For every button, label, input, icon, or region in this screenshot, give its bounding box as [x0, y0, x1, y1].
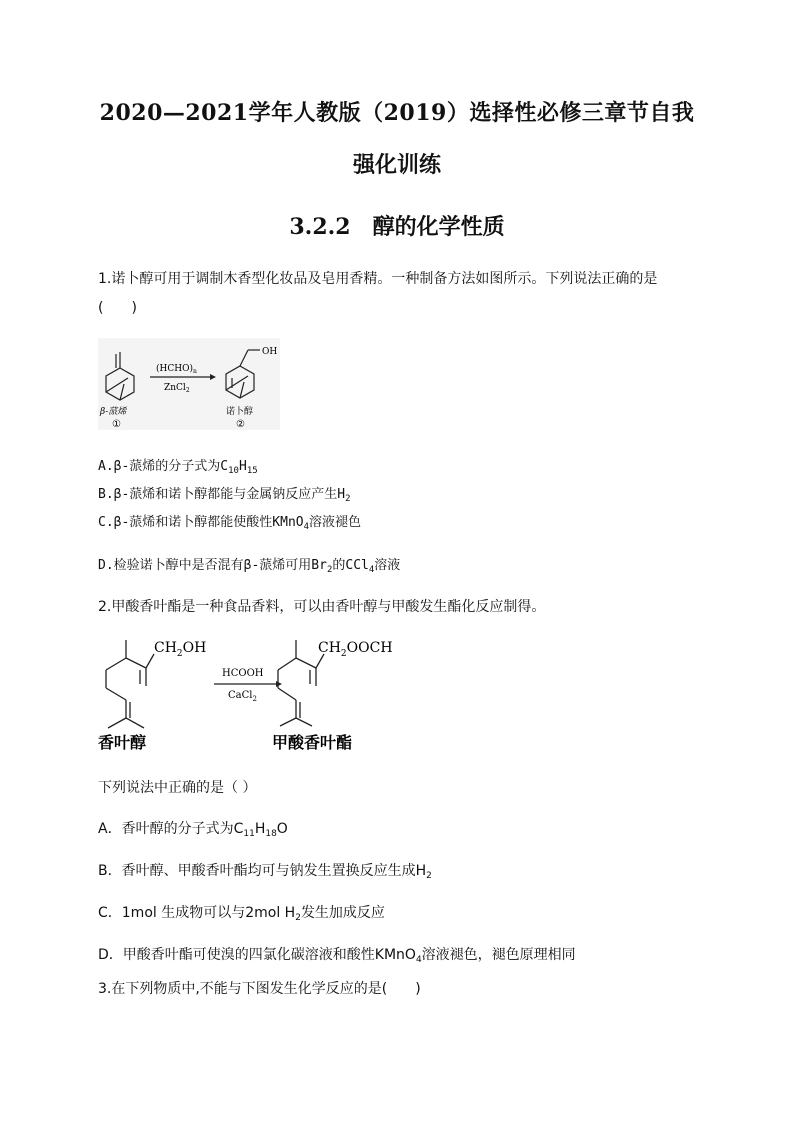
hydroxyl-label: OH	[262, 347, 278, 357]
left-compound-name: β-蒎烯	[100, 407, 127, 417]
question-1-reaction-diagram	[98, 338, 280, 430]
document-title-line2: 强化训练	[352, 152, 441, 178]
document-title-line1: 2020—2021学年人教版（2019）选择性必修三章节自我	[99, 100, 695, 126]
question-2-option-c: C．1mol 生成物可以与2mol $H_2$发生加成反应	[98, 905, 385, 923]
question-1-answer-paren: ( )	[98, 300, 137, 316]
left-compound-name: 香叶醇	[98, 733, 147, 752]
question-2-option-d: D．甲酸香叶酯可使溴的四氯化碳溶液和酸性KMnO$_4$溶液褪色，褪色原理相同	[98, 947, 576, 965]
question-2-option-a: A．香叶醇的分子式为$C_{11}H_{18}O$	[98, 821, 288, 839]
nopol-structure	[226, 350, 260, 398]
question-1-stem: 1.诺卜醇可用于调制木香型化妆品及皂用香精。一种制备方法如图所示。下列说法正确的是	[98, 271, 658, 287]
right-functional-group: $CH_2OOCH$	[318, 640, 393, 659]
reagent-top-text: $(HCHO)_n$	[156, 364, 197, 375]
reagent-top-text: HCOOH	[222, 668, 264, 679]
question-1-option-c: C.β-蒎烯和诺卜醇都能使酸性KMnO$_4$溶液褪色	[98, 515, 362, 532]
question-2-prompt: 下列说法中正确的是（ ）	[98, 780, 257, 796]
question-1-option-b: B.β-蒎烯和诺卜醇都能与金属钠反应产生$H_2$	[98, 487, 351, 504]
left-compound-number: ①	[112, 419, 121, 430]
question-3-stem: 3.在下列物质中,不能与下图发生化学反应的是( )	[98, 981, 421, 997]
beta-pinene-structure	[106, 352, 134, 400]
right-compound-number: ②	[236, 419, 245, 430]
question-1-option-d: D.检验诺卜醇中是否混有β-蒎烯可用$Br_2$的CCl$_4$溶液	[98, 558, 401, 575]
reagent-bottom-text: CaCl$_2$	[228, 690, 257, 703]
question-2-reaction-diagram	[96, 632, 406, 754]
question-2-stem: 2.甲酸香叶酯是一种食品香料，可以由香叶醇与甲酸发生酯化反应制得。	[98, 599, 546, 615]
question-1-option-a: A.β-蒎烯的分子式为$C_{10}H_{15}$	[98, 459, 258, 476]
right-compound-name: 诺卜醇	[226, 407, 254, 417]
question-2-option-b: B．香叶醇、甲酸香叶酯均可与钠发生置换反应生成$H_2$	[98, 863, 432, 881]
geraniol-structure	[106, 640, 154, 728]
beta-pinene-to-nopol-scheme	[98, 338, 280, 430]
section-title: 3.2.2 醇的化学性质	[289, 214, 505, 240]
right-compound-name: 甲酸香叶酯	[272, 733, 353, 752]
geraniol-esterification-scheme	[96, 632, 406, 754]
left-functional-group: $CH_2OH$	[154, 640, 207, 659]
reagent-bottom-text: ZnCl$_2$	[164, 383, 190, 394]
